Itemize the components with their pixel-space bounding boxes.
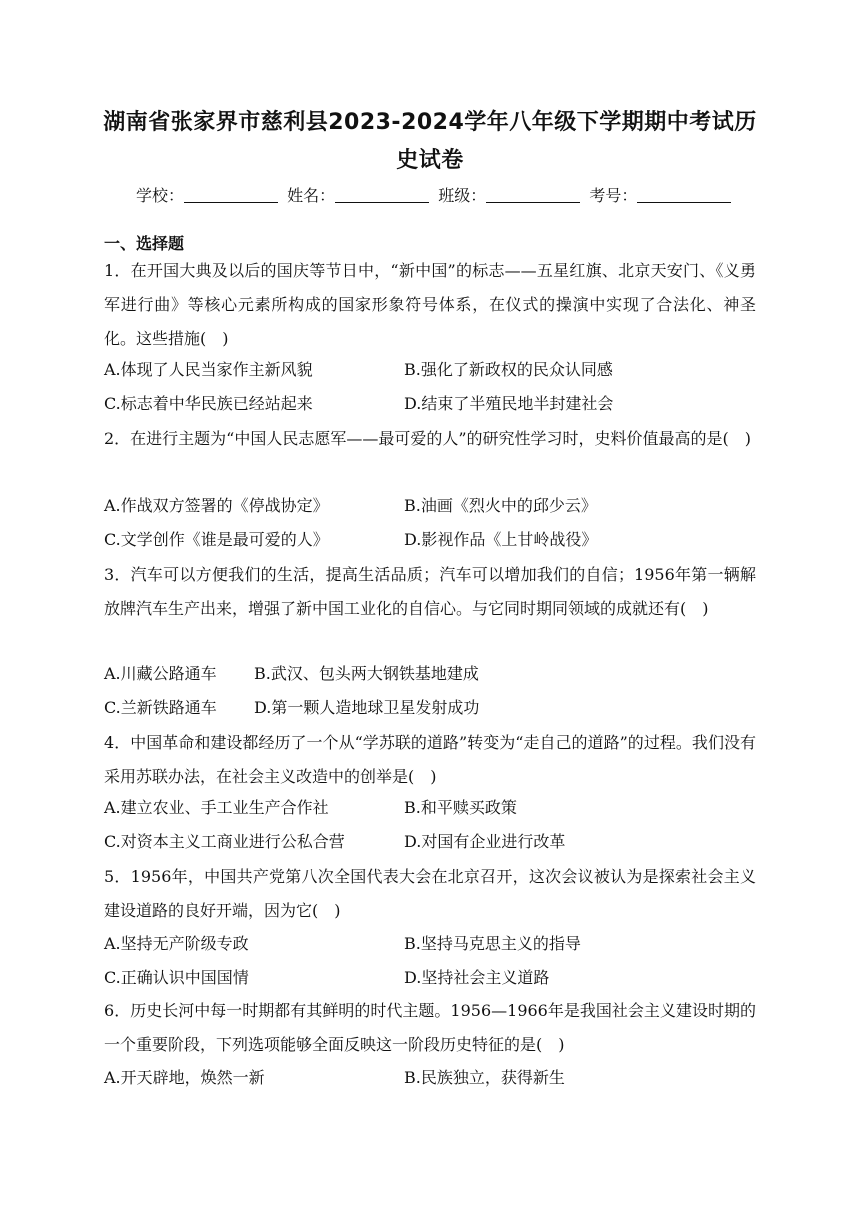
option-b: B.油画《烈火中的邱少云》 — [404, 496, 597, 515]
question-5-stem: 5．1956年，中国共产党第八次全国代表大会在北京召开，这次会议被认为是探索社会主义建设道路的良好开端，因为它( ) — [104, 867, 756, 920]
option-c: C.正确认识中国国情 — [104, 968, 249, 987]
question-2-stem: 2．在进行主题为“中国人民志愿军——最可爱的人”的研究性学习时，史料价值最高的是( ) — [104, 429, 752, 448]
school-blank — [184, 186, 278, 203]
option-b: B.坚持马克思主义的指导 — [404, 934, 581, 953]
option-a: A.体现了人民当家作主新风貌 — [104, 360, 313, 379]
question-6-stem: 6．历史长河中每一时期都有其鲜明的时代主题。1956—1966年是我国社会主义建设时期的一个重要阶段，下列选项能够全面反映这一阶段历史特征的是( ) — [104, 1001, 756, 1054]
question-4-stem: 4．中国革命和建设都经历了一个从“学苏联的道路”转变为“走自己的道路”的过程。我们没有采用苏联办法，在社会主义改造中的创举是( ) — [104, 733, 756, 786]
number-label: 考号： — [589, 186, 638, 205]
option-d: D.影视作品《上甘岭战役》 — [404, 530, 598, 549]
option-c: C.兰新铁路通车 — [104, 698, 217, 717]
question-3-stem: 3．汽车可以方便我们的生活，提高生活品质；汽车可以增加我们的自信；1956年第一辆解放牌汽车生产出来，增强了新中国工业化的自信心。与它同时期同领域的成就还有( ) — [104, 565, 756, 618]
option-d: D.结束了半殖民地半封建社会 — [404, 394, 614, 413]
option-d: D.第一颗人造地球卫星发射成功 — [254, 698, 480, 717]
class-label: 班级： — [438, 186, 487, 205]
option-a: A.建立农业、手工业生产合作社 — [104, 798, 329, 817]
exam-title: 湖南省张家界市慈利县2023-2024学年八年级下学期期中考试历史试卷 — [103, 110, 757, 173]
option-b: B.民族独立，获得新生 — [404, 1068, 565, 1087]
option-d: D.对国有企业进行改革 — [404, 832, 566, 851]
option-a: A.坚持无产阶级专政 — [104, 934, 249, 953]
option-d: D.坚持社会主义道路 — [404, 968, 550, 987]
class-blank — [486, 186, 580, 203]
number-blank — [637, 186, 731, 203]
option-b: B.和平赎买政策 — [404, 798, 517, 817]
option-a: A.开天辟地，焕然一新 — [104, 1068, 265, 1087]
option-c: C.标志着中华民族已经站起来 — [104, 394, 313, 413]
school-label: 学校： — [136, 186, 185, 205]
question-1-stem: 1．在开国大典及以后的国庆等节日中，“新中国”的标志——五星红旗、北京天安门、《义勇军进行曲》等核心元素所构成的国家形象符号体系，在仪式的操演中实现了合法化、神圣化。这些措施( ) — [104, 261, 756, 348]
option-c: C.对资本主义工商业进行公私合营 — [104, 832, 345, 851]
option-a: A.作战双方签署的《停战协定》 — [104, 496, 329, 515]
option-c: C.文学创作《谁是最可爱的人》 — [104, 530, 329, 549]
name-blank — [335, 186, 429, 203]
student-info-line — [136, 184, 776, 208]
option-a: A.川藏公路通车 — [104, 664, 217, 683]
section-heading: 一、选择题 — [104, 234, 185, 253]
name-label: 姓名： — [287, 186, 336, 205]
option-b: B.武汉、包头两大钢铁基地建成 — [254, 664, 479, 683]
option-b: B.强化了新政权的民众认同感 — [404, 360, 613, 379]
